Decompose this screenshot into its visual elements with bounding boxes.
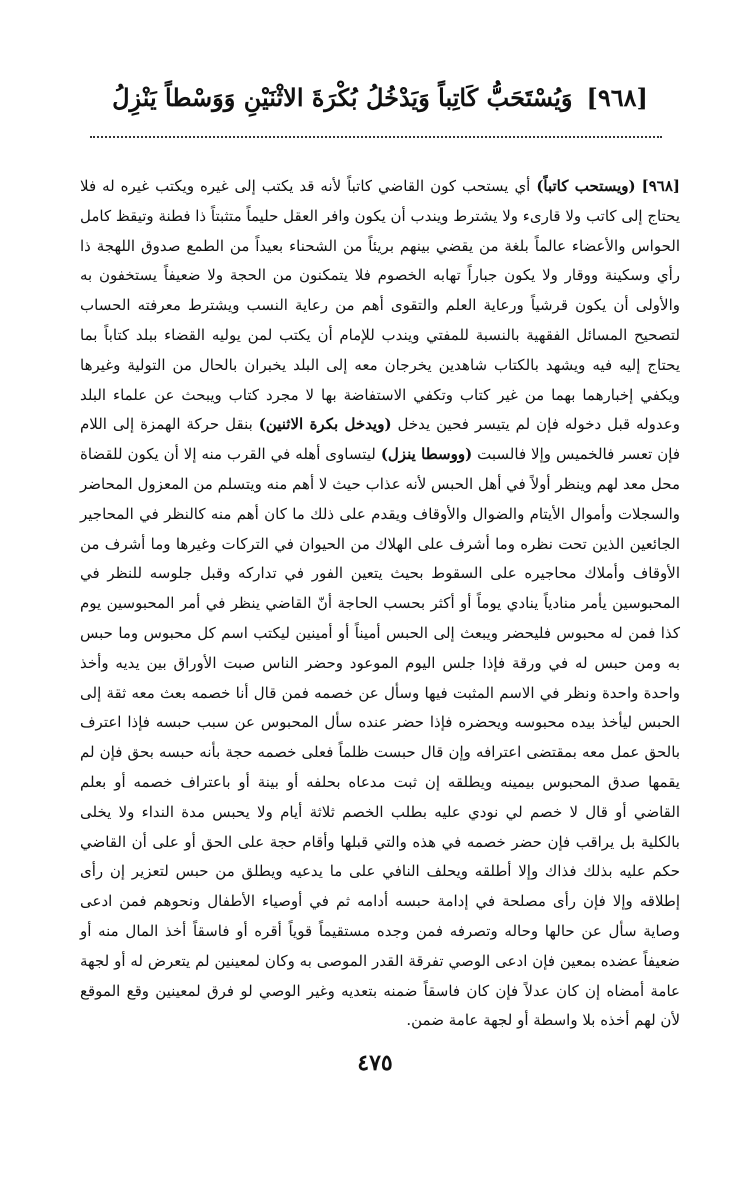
lemma-1: (ويستحب كاتباً) xyxy=(536,177,636,195)
text-3: ليتساوى أهله في القرب منه إلا أن يكون للقضاة محل معد لهم وينظر أولاً في أهل الحبس لأنه عذاب حيث لا أهم منه ويتسلم من المعزول المحاضر والسجلات وأموال الأيتام والضوال والأوقاف ويقدم على ذلك ما كان أهم منه كالنظر في المحاجير الجائعين الذين تحت نظره وما أشرف على الهلاك من الحيوان في التركات وغيرها وما أشرف من الأوقاف وأملاك محاجيره على السقوط بحيث يتعين الفور في تداركه وقبل جلوسه للنظر في المحبوسين يأمر منادياً ينادي يوماً أو أكثر بحسب الحاجة أنّ القاضي ينظر في أمر المحبوسين يوم كذا فمن له محبوس فليحضر ويبعث إلى الحبس أميناً أو أمينين ليكتب اسم كل محبوس وما حبس به ومن حبس له في ورقة فإذا جلس اليوم الموعود وحضر الناس صبت الأوراق بين يديه وأخذ واحدة واحدة ونظر في الاسم المثبت فيها وسأل عن خصمه فمن قال أنا خصمه بعث معه ثقة إلى الحبس ليأخذ بيده محبوسه ويحضره فإذا حضر عنده سأل المحبوس عن سبب حبسه فإذا اعترف بالحق عمل معه بمقتضى اعترافه وإن قال حبست ظلماً فعلى خصمه حجة بأنه حبسه بحق فإن لم يقمها صدق المحبوس بيمينه ويطلقه إن ثبت مدعاه بحلفه أو بينة أو باعتراف خصمه أو بعلم القاضي أو قال لا خصم لي نودي عليه بطلب الخصم ثلاثة أيام ولا يحبس مدة النداء ولا يخلى بالكلية بل يراقب فإن حضر خصمه في هذه والتي قبلها وأقام حجة على الحق أو على أن القاضي حكم عليه بذلك فذاك وإلا أطلقه ويحلف النافي على ما يدعيه ويطلق من حبس لتعزير إن رأى إطلاقه وإلا فإن رأى مصلحة في إدامة حبسه أدامه ثم في أوصياء الأطفال ونحوهم فمن ادعى وصاية سأل عن حالها وحاله وتصرفه فمن وجده مستقيماً قوياً أقره أو فاسقاً أخذ المال منه أو ضعيفاً عضده بمعين فإن ادعى الوصي تفرقة القدر الموصى به وكان لمعينين لم يتعرض له أو لجهة عامة أمضاه إن كان عدلاً فإن كان فاسقاً ضمنه بتعديه وغير الوصي لو فرق لمعينين وقع الموقع لأن لهم أخذه بلا واسطة أو لجهة عامة ضمن. xyxy=(80,445,680,1030)
text-2: بنقل حركة الهمزة إلى اللام فإن تعسر فالخميس وإلا فالسبت xyxy=(80,415,680,464)
dotted-separator xyxy=(90,136,662,138)
header-verse: وَيُسْتَحَبُّ كَاتِباً وَيَدْخُلُ بُكْرَةَ الاثْنَيْنِ وَوَسْطاً يَنْزِلُ xyxy=(112,83,573,112)
commentary-text xyxy=(80,172,680,1036)
lemma-3: (ووسطا ينزل) xyxy=(380,445,473,464)
lemma-2: (ويدخل بكرة الاثنين) xyxy=(258,415,392,434)
running-header xyxy=(100,78,660,118)
commentary-paragraph xyxy=(80,172,680,1036)
page-number: ٤٧٥ xyxy=(357,1050,393,1076)
text-1: أي يستحب كون القاضي كاتباً لأنه قد يكتب إلى غيره ويكتب غيره له فلا يحتاج إلى كاتب ولا قارىء ولا يشترط ويندب أن يكون وافر العقل حليماً متثبتاً ذا فطنة وتيقظ كامل الحواس والأعضاء عالماً بلغة من يقضي بينهم بريئاً من الشحناء بعيداً من الطمع صدوق اللهجة ذا رأي وسكينة ووقار ولا يكون جباراً تهابه الخصوم فلا يتمكنون من الحجة ولا ضعيفاً يستخفون به والأولى أن يكون قرشياً ورعاية العلم والتقوى أهم من رعاية النسب ويشترط معرفته الحساب لتصحيح المسائل الفقهية بالنسبة للمفتي ويندب للإمام أن يكتب لمن يوليه القضاء ببلد كتاباً بما يحتاج إليه فيه ويشهد بالكتاب شاهدين يخرجان معه إلى البلد يخبران بالحال من التولية وغيرها ويكفي إخبارهما بهما من غير كتاب وتكفي الاستفاضة بها لا مجرد كتاب ويبحث عن علماء البلد وعدوله قبل دخوله فإن لم يتيسر فحين يدخل xyxy=(80,177,681,434)
header-entry-number: [٩٦٨] xyxy=(586,83,648,112)
paragraph-number: [٩٦٨] xyxy=(641,177,680,195)
